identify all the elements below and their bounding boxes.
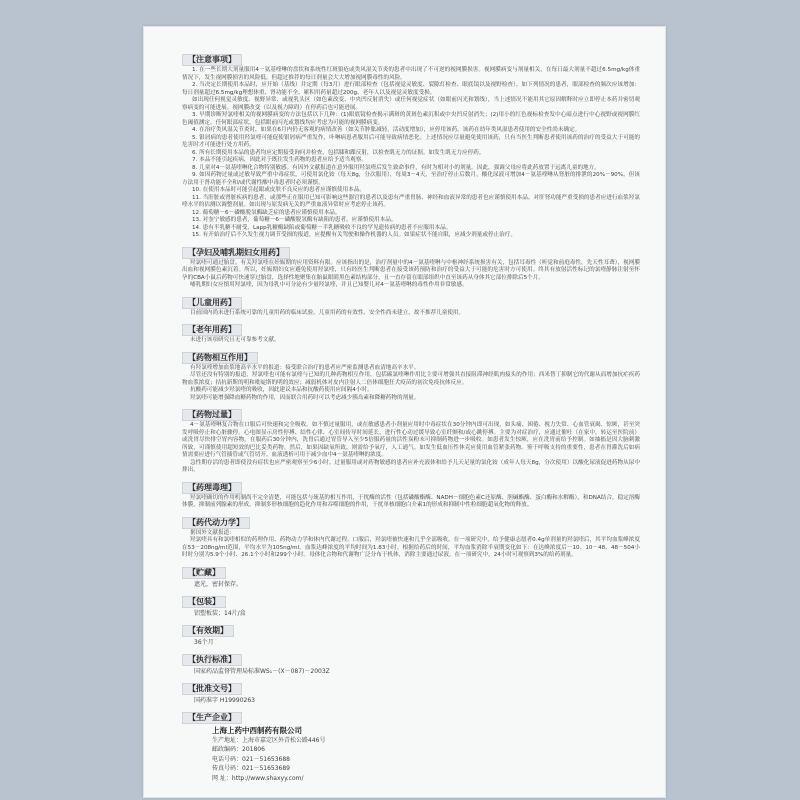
insert-content <box>182 47 640 783</box>
section-manufacturer <box>182 705 640 784</box>
attention-item: 4. 在治疗类风湿关节炎时，如果在6月内仍无客观的病情改善（如关节肿胀减轻，活动度增加），应停用该药。该药在幼年类风湿患者使用的安全性尚未确定。 <box>192 127 581 133</box>
section-title-interaction: 【药物相互作用】 <box>182 352 258 364</box>
section-title-overdose: 【药物过量】 <box>182 409 242 421</box>
section-overdose <box>182 402 640 475</box>
section-pregnancy <box>182 240 640 290</box>
section-standard <box>182 647 640 676</box>
section-approval <box>182 676 640 705</box>
manufacturer-phone: 电话号码：021－51653688 <box>212 755 290 763</box>
section-children <box>182 290 640 318</box>
interaction-paragraph: 抗酸药可能减少羟氯喹的吸收，因此建议本品和抗酸药使用应间隔4小时。 <box>190 387 373 393</box>
section-pharmacokinetics <box>182 510 640 560</box>
manufacturer-name: 上海上药中西制药有限公司 <box>212 725 302 735</box>
pregnancy-paragraph: 羟氯喹可通过胎盘。有关羟氯喹在妊娠期的应用资料有限。应该指出的是，治疗剂量中的4－氨基喹啉与中枢神经系统损害有关，包括耳毒性（听觉和前庭毒性，先天性耳聋），视网膜出血和视网膜色素沉着。所以，妊娠期妇女应避免使用羟氯喹，只有经医生判断患者在接受该药预防和治疗的受益大于可能的危害时方可使用。终其有放射活性标记的氯喹静脉注射至怀孕的CBA小鼠后药物可快速穿过胎盘，选择性地聚集在胎鼠眼睛黑色素结构部分，且一直存留在眼部组织中直至该药从身体其它部位排除后5个月。 <box>182 259 640 281</box>
section-title-attention: 【注意事项】 <box>182 54 242 66</box>
attention-item: 如出现任何视觉灵敏度、视野异常、或视乳头区（如色素改变、中央凹反射消失）或任何视觉症状（如眼前闪光和划线），当上述情况不能用其它原因解释时应立即停止本药并密切观察病变的可能进展。视网膜改变（以及视力障碍）在停药后也可能进展。 <box>182 97 640 111</box>
toxicology-paragraph: 羟氯喹确切的作用机制尚不完全清楚，可能包括与巯基的相互作用，干扰酶的活性（包括磷酸酯酶、NADH－细胞色素C还原酶、胆碱酯酶、蛋白酶和水解酶），和DNA结合，稳定溶酶体膜，抑制前列腺素的形成，抑制多形核细胞的趋化作用和吞噬细胞的作用，干扰单核细胞白介素1的形成和抑制中性粒细胞超氧化物的释放。 <box>182 494 640 508</box>
section-title-children: 【儿童用药】 <box>182 297 242 309</box>
section-interaction <box>182 345 640 403</box>
standard-text: 国家药品监督管理局标准WS₁－(X－087)－2003Z <box>194 667 330 675</box>
attention-item: 1. 在一些长期大剂量服用4－氨基喹啉的盘状和系统性红斑狼疮或类风湿关节炎的患者中出现了不可逆的视网膜损害。视网膜病变与剂量相关，在每日最大剂量不超过6.5mg/kg体重情况下，发生视网膜损害的风险低。但超过推荐的每日剂量会大大增加视网膜毒性的风险。 <box>182 67 640 81</box>
section-title-validity: 【有效期】 <box>182 625 234 637</box>
storage-text: 遮光，密封保存。 <box>194 580 243 588</box>
attention-item: 7. 本品不能引起疾病，因此对于既往发生药物的患者应给予适当观察。 <box>192 157 367 163</box>
section-storage <box>182 560 640 589</box>
section-package <box>182 589 640 618</box>
validity-text: 36个月 <box>194 638 214 646</box>
section-validity <box>182 618 640 647</box>
manufacturer-website: 网 址：http://www.shaxyy.com/ <box>212 774 304 782</box>
pharmacokinetics-paragraph: 据国外文献报道： <box>190 529 235 536</box>
section-title-toxicology: 【药理毒理】 <box>182 482 242 494</box>
attention-item: 15. 有开始治疗后不久发生视力调节受损的报道，应提醒有关驾驶和操作机器的人员。如果症状不能自限，应减少剂量或停止治疗。 <box>192 232 516 238</box>
manufacturer-fax: 传真号码：021－51653689 <box>212 765 290 772</box>
attention-item: 3. 早期诊断羟氯喹相关的视网膜病变的方法包括以下几种：(1)眼底镜检查揭示满斑的黄斑色素沉积或中央凹反射消失；(2)用小的红色视标检查发中心暗点进行中心视野或视网膜红色阈值测定。任何眼部症状，包括眼前闪光或划线均应考虑为可能的视网膜病变。 <box>182 112 640 126</box>
manufacturer-postcode: 邮政编码：201806 <box>212 746 265 753</box>
interaction-paragraph: 羟氯喹可能增强降血糖药物的作用，因而联合用药时可以考虑减少胰岛素和降糖药物的剂量。 <box>190 394 420 401</box>
attention-item: 11. 当肝脏或肾脏疾病的患者，或那些正在服用已知可影响这些器官的患者以及患有严重胃肠、神经和血液异常的患者也应谨慎使用本品。对肝肾功能严重受损的患者应进行血浆羟氯喹水平的估测以调整剂量。如出现与原发病无关的严重血液异常时应考虑停止该药。 <box>182 194 640 208</box>
attention-item: 5. 银屑病的患者使用羟氯喹可能促使银屑病严重发作，卟啉病患者服用后可能导致病情恶化。上述情况应尽量避免使用该药，只有当医生判断患者使用该药的治疗的受益大于可能的危害时才可能进行处方用药。 <box>182 134 640 148</box>
section-title-storage: 【贮藏】 <box>182 567 226 579</box>
pregnancy-paragraph: 哺乳期妇女应慎用羟氯喹，因为母乳中可分泌有少量羟氯喹，并且已知婴儿对4－氨基喹啉的毒性作用非常敏感。 <box>190 282 468 288</box>
pharmacokinetics-paragraph: 羟氯喹具有和氯喹相似的药理作用、药物动力学和体内代谢过程。口服后，羟氯喹被快速和几乎全部吸收。在一项研究中，给予健康志愿者0.4g单剂量的羟氯喹后，其平均血浆峰浓度在53－208ng/ml范围，平均水平为105ng/ml。血浆达峰浓度的平均时间为1.83小时。根据给药后的时间，平均血浆消除半衰期变化如下：在达峰浓度后－10、10－48、48－504小时时分别为5.9个小时、26.1个小时和299个小时。母体化合物和代谢物广泛分布于机体，消除主要通过尿液，在一项研究中，24小时可观察到3%的给药剂量。 <box>182 537 640 558</box>
attention-item: 9. 如因药物过量或过敏导致严重中毒症状，可使用氯化铵（每天8g，分次服用），每周3－4天，至治疗停止后数月，酸化尿液可增加4－氨基喹啉从肾脏的排泄的20%－90%。但该方法用于肾功能不全和/或代谢性酸中毒患者时必须谨慎。 <box>182 172 640 186</box>
section-title-standard: 【执行标准】 <box>182 654 242 666</box>
attention-item: 14. 患有半乳糖不耐受、Lapp乳糖酶缺陷或葡萄糖－半乳糖吸收不良的罕见遗传病的患者不应服用本品。 <box>192 224 452 231</box>
section-title-package: 【包装】 <box>182 596 226 608</box>
elderly-paragraph: 未进行该项研究且无可靠参考文献。 <box>190 337 280 343</box>
attention-item: 10. 在使用本品时可能引起眼或皮肤不良反应的患者应谨慎使用本品。 <box>192 187 365 193</box>
package-text: 铝塑板装；14片/盒 <box>194 609 246 617</box>
overdose-paragraph: 4－氨基喹啉复合物在口服后可快速和完全吸收。如不慎过量服用，或在敏感患者小剂量应用时中毒症状在30分钟内即可出现，如头痛、困倦、视力失常、心血管衰竭、惊厥，甚至突发呼吸停止和心脏骤停。心电图显示房性停搏、结性心律、心室间传导时间延长，进行性心动过缓导致心室纤颤和/或心跳停搏。主要为对症治疗，应通过催吐（在家中，转运至医院前）或洗胃尽快排空胃内容物。在服药后30分钟内，洗胃后通过胃管导入至少5倍服药量的活性炭粉末可抑制药物进一步吸收。如患者发生惊厥，应在洗胃前给予控制。如抽搐是因大脑刺激所致，可谨慎使用超短效的巴比妥类药物。然后，如果因缺氧所致，则需给予氧疗，人工通气。如发生低血压性休克应使用血管紧张药物。鉴于呼吸支持的重要性，患者在胃灌洗后如病情需要应进行气管插管或气管切开。血液透析可用于减少血中4－氨基喹啉的浓度。 <box>182 422 640 458</box>
package-insert-page <box>143 26 666 798</box>
overdose-paragraph: 急性期存活的患者即使没有症状也应严密观察至少6小时。过量服用或对药物敏感的患者应补充液体和给予儿天足量的氯化铵（成年人每天8g，分次使用）以酸化尿液促进药物从尿中排出。 <box>182 459 640 473</box>
children-paragraph: 目前国内尚未进行系统可靠的儿童用药的临床试验，儿童用药的有效性、安全性尚未建立，故不推荐儿童使用。 <box>190 309 465 316</box>
attention-item: 12. 葡萄糖－6－磷酸脱氢酶缺乏症的患者应谨慎使用本品。 <box>192 209 341 216</box>
section-title-pregnancy: 【孕妇及哺乳期妇女用药】 <box>182 247 290 259</box>
section-toxicology <box>182 475 640 510</box>
attention-item: 6. 所有长期使用本品的患者均应定期接受询问并检查，包括膝和踝反射，以检查肌无力的证据。如发生肌无力应停药。 <box>192 149 485 156</box>
attention-item: 2. 当决定长期使用本品时，应开始（基线）并定期（每3月）进行眼部检查（包括视觉灵敏度、裂隙灯检查、眼底镜以及视野检查）。如下列情况的患者，眼部检查的频次应该增加：每日剂量超过6.5mg/kg理想体重、肾功能不全、累积用药量超过200g、老年人以及视觉灵敏度受损。 <box>182 82 640 96</box>
section-title-approval: 【批准文号】 <box>182 683 242 695</box>
attention-item: 8. 儿童对4－氨基喹啉化合物特别敏感。有因外文献报道在意外服用羟氯喹后发生致命事件，有时为相对小的剂量。因此，强调父母应将此药放置于远离儿童的地方。 <box>192 164 600 171</box>
section-title-elderly: 【老年用药】 <box>182 324 242 336</box>
section-attention <box>182 47 640 240</box>
interaction-paragraph: 有羟氯喹增加血浆地高辛水平的报道：接受联合治疗的患者应严密监测患者血清地高辛水平。 <box>190 364 420 371</box>
section-elderly <box>182 317 640 345</box>
manufacturer-address: 生产地址：上海市嘉定区外青松公路446号 <box>212 736 326 744</box>
section-title-pharmacokinetics: 【药代动力学】 <box>182 517 250 529</box>
attention-item: 13. 对奎宁敏感的患者，葡萄糖－6－磷酸脱氢酶有缺陷的患者，应谨慎使用本品。 <box>192 217 397 223</box>
interaction-paragraph: 尽管还没有特别的报道，羟氯喹也可能有氯喹与已知的几种药物相互作用，包括碳氯喹啉作用比主要可增强其直接阻滞神经肌肉接头的作用；西米替丁抑制它的代谢从而增加抗疟疾药物血浆浓度；拮抗新斯的明和吡啶斯的明的效应；减弱机体对皮内注射人二倍体细胞狂犬疫苗的初次免疫抗体反应。 <box>182 372 640 386</box>
approval-text: 国药准字 H19990263 <box>194 696 255 704</box>
section-title-manufacturer: 【生产企业】 <box>182 712 242 724</box>
